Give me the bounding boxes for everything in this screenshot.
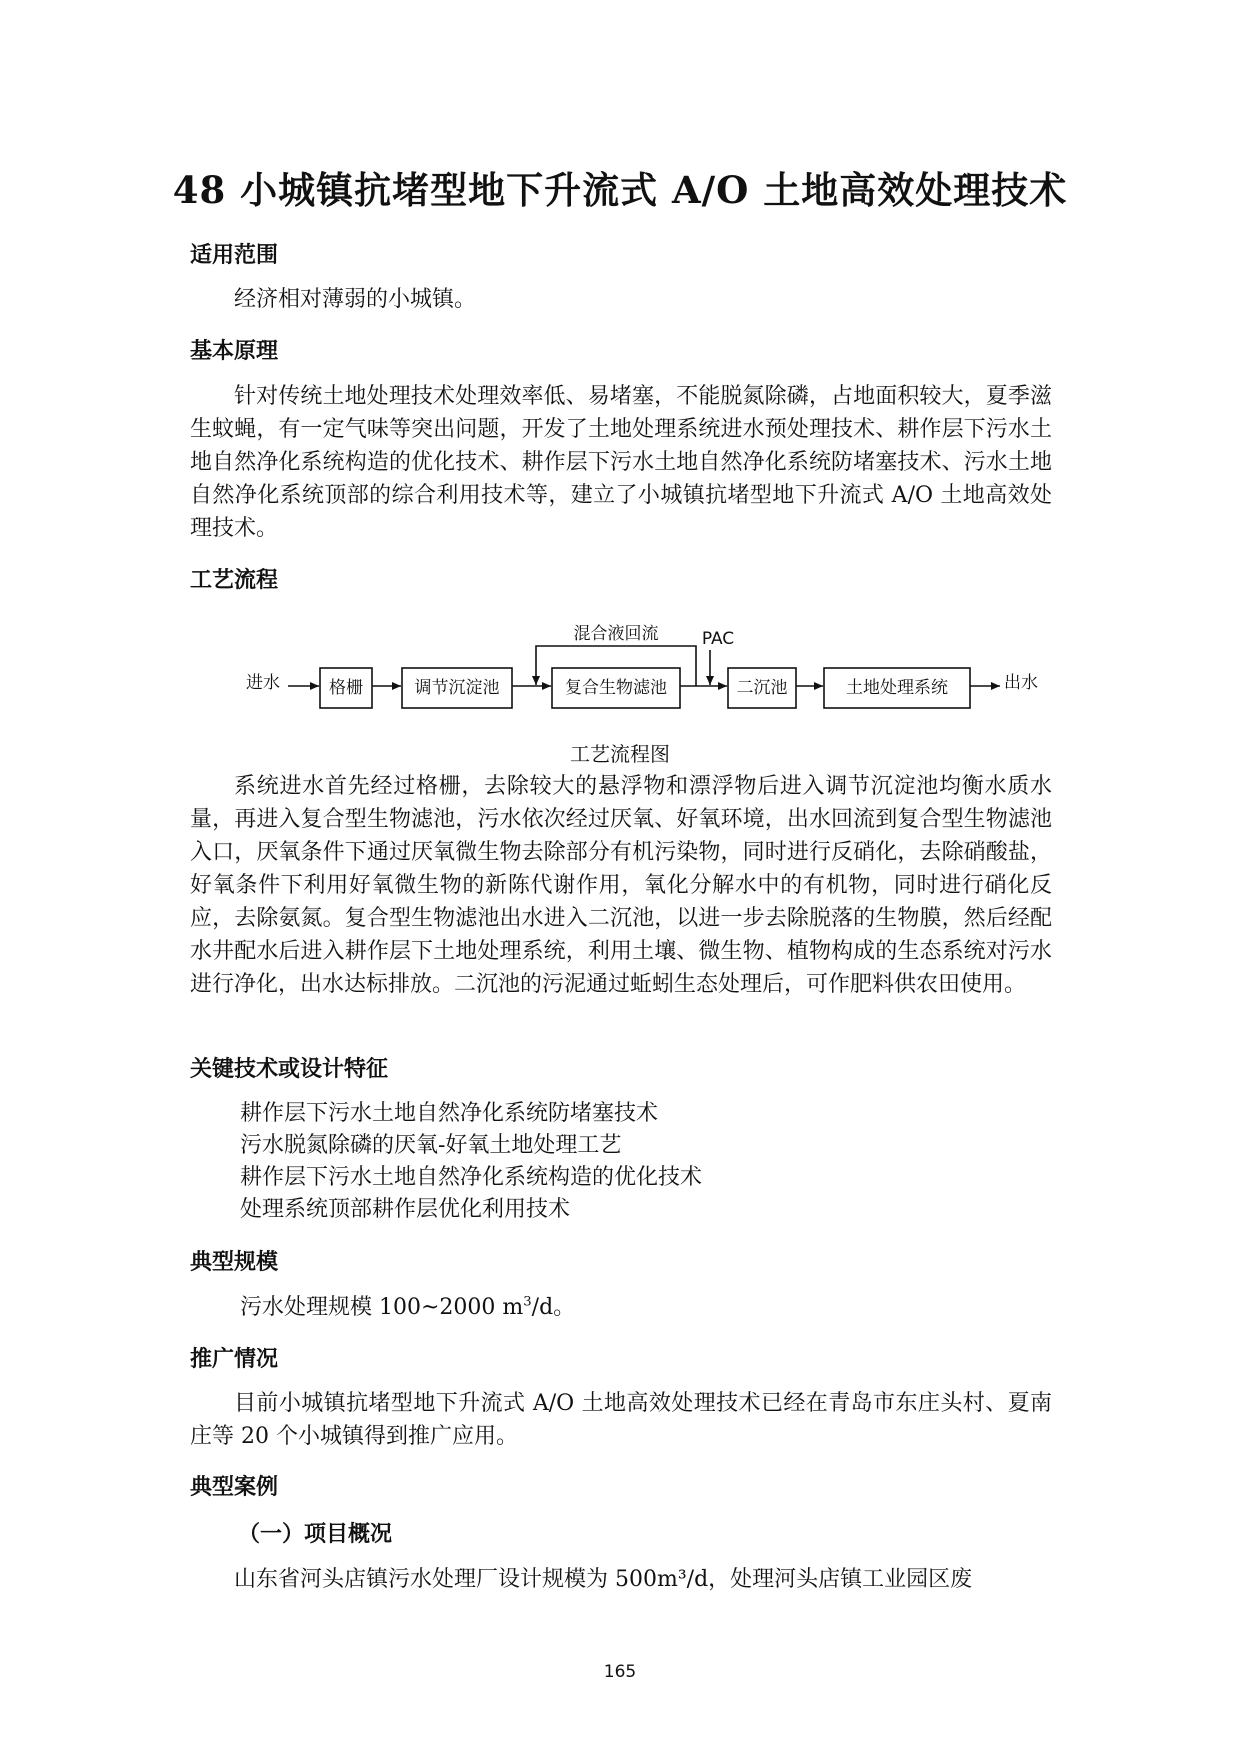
promotion-text: 目前小城镇抗堵型地下升流式 A/O 土地高效处理技术已经在青岛市东庄头村、夏南庄等 20 个小城镇得到推广应用。	[190, 1391, 1052, 1449]
recycle-label: 混合液回流	[573, 624, 659, 644]
case-text: 山东省河头店镇污水处理厂设计规模为 500m³/d，处理河头店镇工业园区废	[234, 1567, 973, 1592]
key-tech-item: 处理系统顶部耕作层优化利用技术	[240, 1197, 571, 1222]
scale-text-main: 污水处理规模 100~2000 m	[240, 1295, 524, 1320]
principle-text: 针对传统土地处理技术处理效率低、易堵塞，不能脱氮除磷，占地面积较大，夏季滋生蚊蝇，有一定气味等突出问题，开发了土地处理系统进水预处理技术、耕作层下污水土地自然净化系统构造的优化技术、耕作层下污水土地自然净化系统防堵塞技术、污水土地自然净化系统顶部的综合利用技术等，建立了小城镇抗堵型地下升流式 A/O 土地高效处理技术。	[190, 384, 1052, 541]
page-number: 165	[603, 1662, 637, 1682]
scale-superscript: 3	[523, 1294, 532, 1310]
process-text: 系统进水首先经过格栅，去除较大的悬浮物和漂浮物后进入调节沉淀池均衡水质水量，再进入复合型生物滤池，污水依次经过厌氧、好氧环境，出水回流到复合型生物滤池入口，厌氧条件下通过厌氧微生物去除部分有机污染物，同时进行反硝化，去除硝酸盐，好氧条件下利用好氧微生物的新陈代谢作用，氧化分解水中的有机物，同时进行硝化反应，去除氨氮。复合型生物滤池出水进入二沉池，以进一步去除脱落的生物膜，然后经配水井配水后进入耕作层下土地处理系统，利用土壤、微生物、植物构成的生态系统对污水进行净化，出水达标排放。二沉池的污泥通过蚯蚓生态处理后，可作肥料供农田使用。	[190, 774, 1052, 997]
key-tech-item: 污水脱氮除磷的厌氧-好氧土地处理工艺	[240, 1133, 622, 1158]
scale-text	[240, 1290, 575, 1321]
heading-process: 工艺流程	[190, 568, 279, 593]
heading-scale: 典型规模	[190, 1250, 279, 1275]
scope-text: 经济相对薄弱的小城镇。	[234, 287, 477, 312]
outlet-label: 出水	[1004, 673, 1038, 693]
heading-principle: 基本原理	[190, 339, 279, 364]
box-label-regulating-tank: 调节沉淀池	[414, 678, 500, 698]
key-tech-item: 耕作层下污水土地自然净化系统构造的优化技术	[240, 1165, 703, 1190]
page-title: 48 小城镇抗堵型地下升流式 A/O 土地高效处理技术	[172, 168, 1068, 212]
case-subheading: （一）项目概况	[238, 1522, 393, 1547]
heading-scope: 适用范围	[190, 243, 279, 268]
key-tech-item: 耕作层下污水土地自然净化系统防堵塞技术	[240, 1101, 659, 1126]
box-label-biofilter: 复合生物滤池	[565, 678, 667, 698]
heading-key-tech: 关键技术或设计特征	[190, 1057, 389, 1082]
dosing-label: PAC	[701, 629, 735, 649]
box-label-screen: 格栅	[329, 678, 363, 698]
box-label-secondary-clarifier: 二沉池	[736, 678, 788, 698]
inlet-label: 进水	[246, 673, 280, 693]
heading-promotion: 推广情况	[190, 1347, 279, 1372]
heading-case: 典型案例	[190, 1475, 279, 1500]
process-flow-diagram	[240, 620, 1060, 730]
box-label-land-treatment: 土地处理系统	[846, 678, 948, 698]
scale-text-unit: /d。	[531, 1295, 576, 1320]
diagram-caption: 工艺流程图	[570, 742, 670, 766]
